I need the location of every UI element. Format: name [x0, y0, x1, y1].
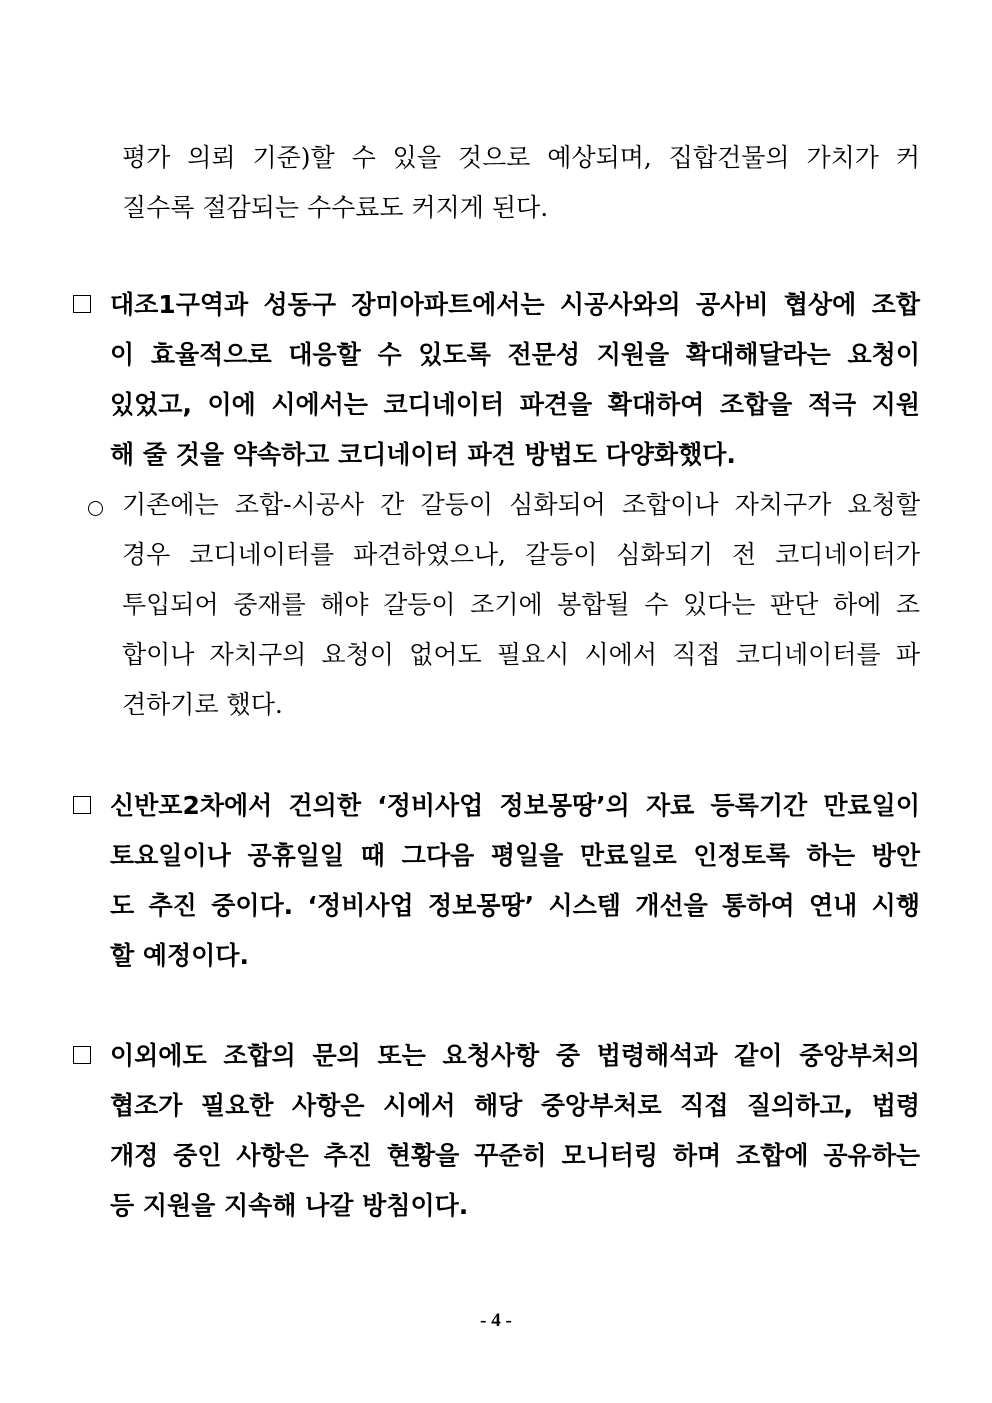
- sub-line-2: 경우 코디네이터를 파견하였으나, 갈등이 심화되기 전 코디네이터가: [122, 540, 920, 569]
- sub-line-5: 견하기로 했다.: [122, 690, 283, 719]
- square-bullet-icon: [73, 1046, 91, 1064]
- section-2-line-1: 신반포2차에서 건의한 ‘정비사업 정보몽땅’의 자료 등록기간 만료일이: [110, 791, 920, 820]
- section-1-line-3: 있었고, 이에 시에서는 코디네이터 파견을 확대하여 조합을 적극 지원: [110, 390, 920, 419]
- sub-line-1: 기존에는 조합-시공사 간 갈등이 심화되어 조합이나 자치구가 요청할: [122, 490, 920, 519]
- section-1-line-1: 대조1구역과 성동구 장미아파트에서는 시공사와의 공사비 협상에 조합: [110, 290, 920, 319]
- sub-line-3: 투입되어 중재를 해야 갈등이 조기에 봉합될 수 있다는 판단 하에 조: [122, 590, 920, 619]
- section-2-line-3: 도 추진 중이다. ‘정비사업 정보몽땅’ 시스템 개선을 통하여 연내 시행: [110, 891, 920, 920]
- circle-bullet-icon: [88, 501, 103, 516]
- section-1-line-2: 이 효율적으로 대응할 수 있도록 전문성 지원을 확대해달라는 요청이: [110, 340, 920, 369]
- section-2-line-4: 할 예정이다.: [110, 941, 249, 970]
- section-3-line-4: 등 지원을 지속해 나갈 방침이다.: [110, 1191, 469, 1220]
- section-3-line-3: 개정 중인 사항은 추진 현황을 꾸준히 모니터링 하며 조합에 공유하는: [110, 1141, 920, 1170]
- page-number: - 4 -: [480, 1310, 512, 1331]
- section-2-line-2: 토요일이나 공휴일일 때 그다음 평일을 만료일로 인정토록 하는 방안: [110, 841, 920, 870]
- section-3-line-2: 협조가 필요한 사항은 시에서 해당 중앙부처로 직접 질의하고, 법령: [110, 1091, 920, 1120]
- sub-line-4: 합이나 자치구의 요청이 없어도 필요시 시에서 직접 코디네이터를 파: [122, 640, 920, 669]
- square-bullet-icon: [73, 796, 91, 814]
- square-bullet-icon: [73, 295, 91, 313]
- intro-line-2: 질수록 절감되는 수수료도 커지게 된다.: [122, 193, 549, 222]
- intro-line-1: 평가 의뢰 기준)할 수 있을 것으로 예상되며, 집합건물의 가치가 커: [122, 143, 920, 172]
- section-1-line-4: 해 줄 것을 약속하고 코디네이터 파견 방법도 다양화했다.: [110, 440, 736, 469]
- section-3-line-1: 이외에도 조합의 문의 또는 요청사항 중 법령해석과 같이 중앙부처의: [110, 1041, 920, 1070]
